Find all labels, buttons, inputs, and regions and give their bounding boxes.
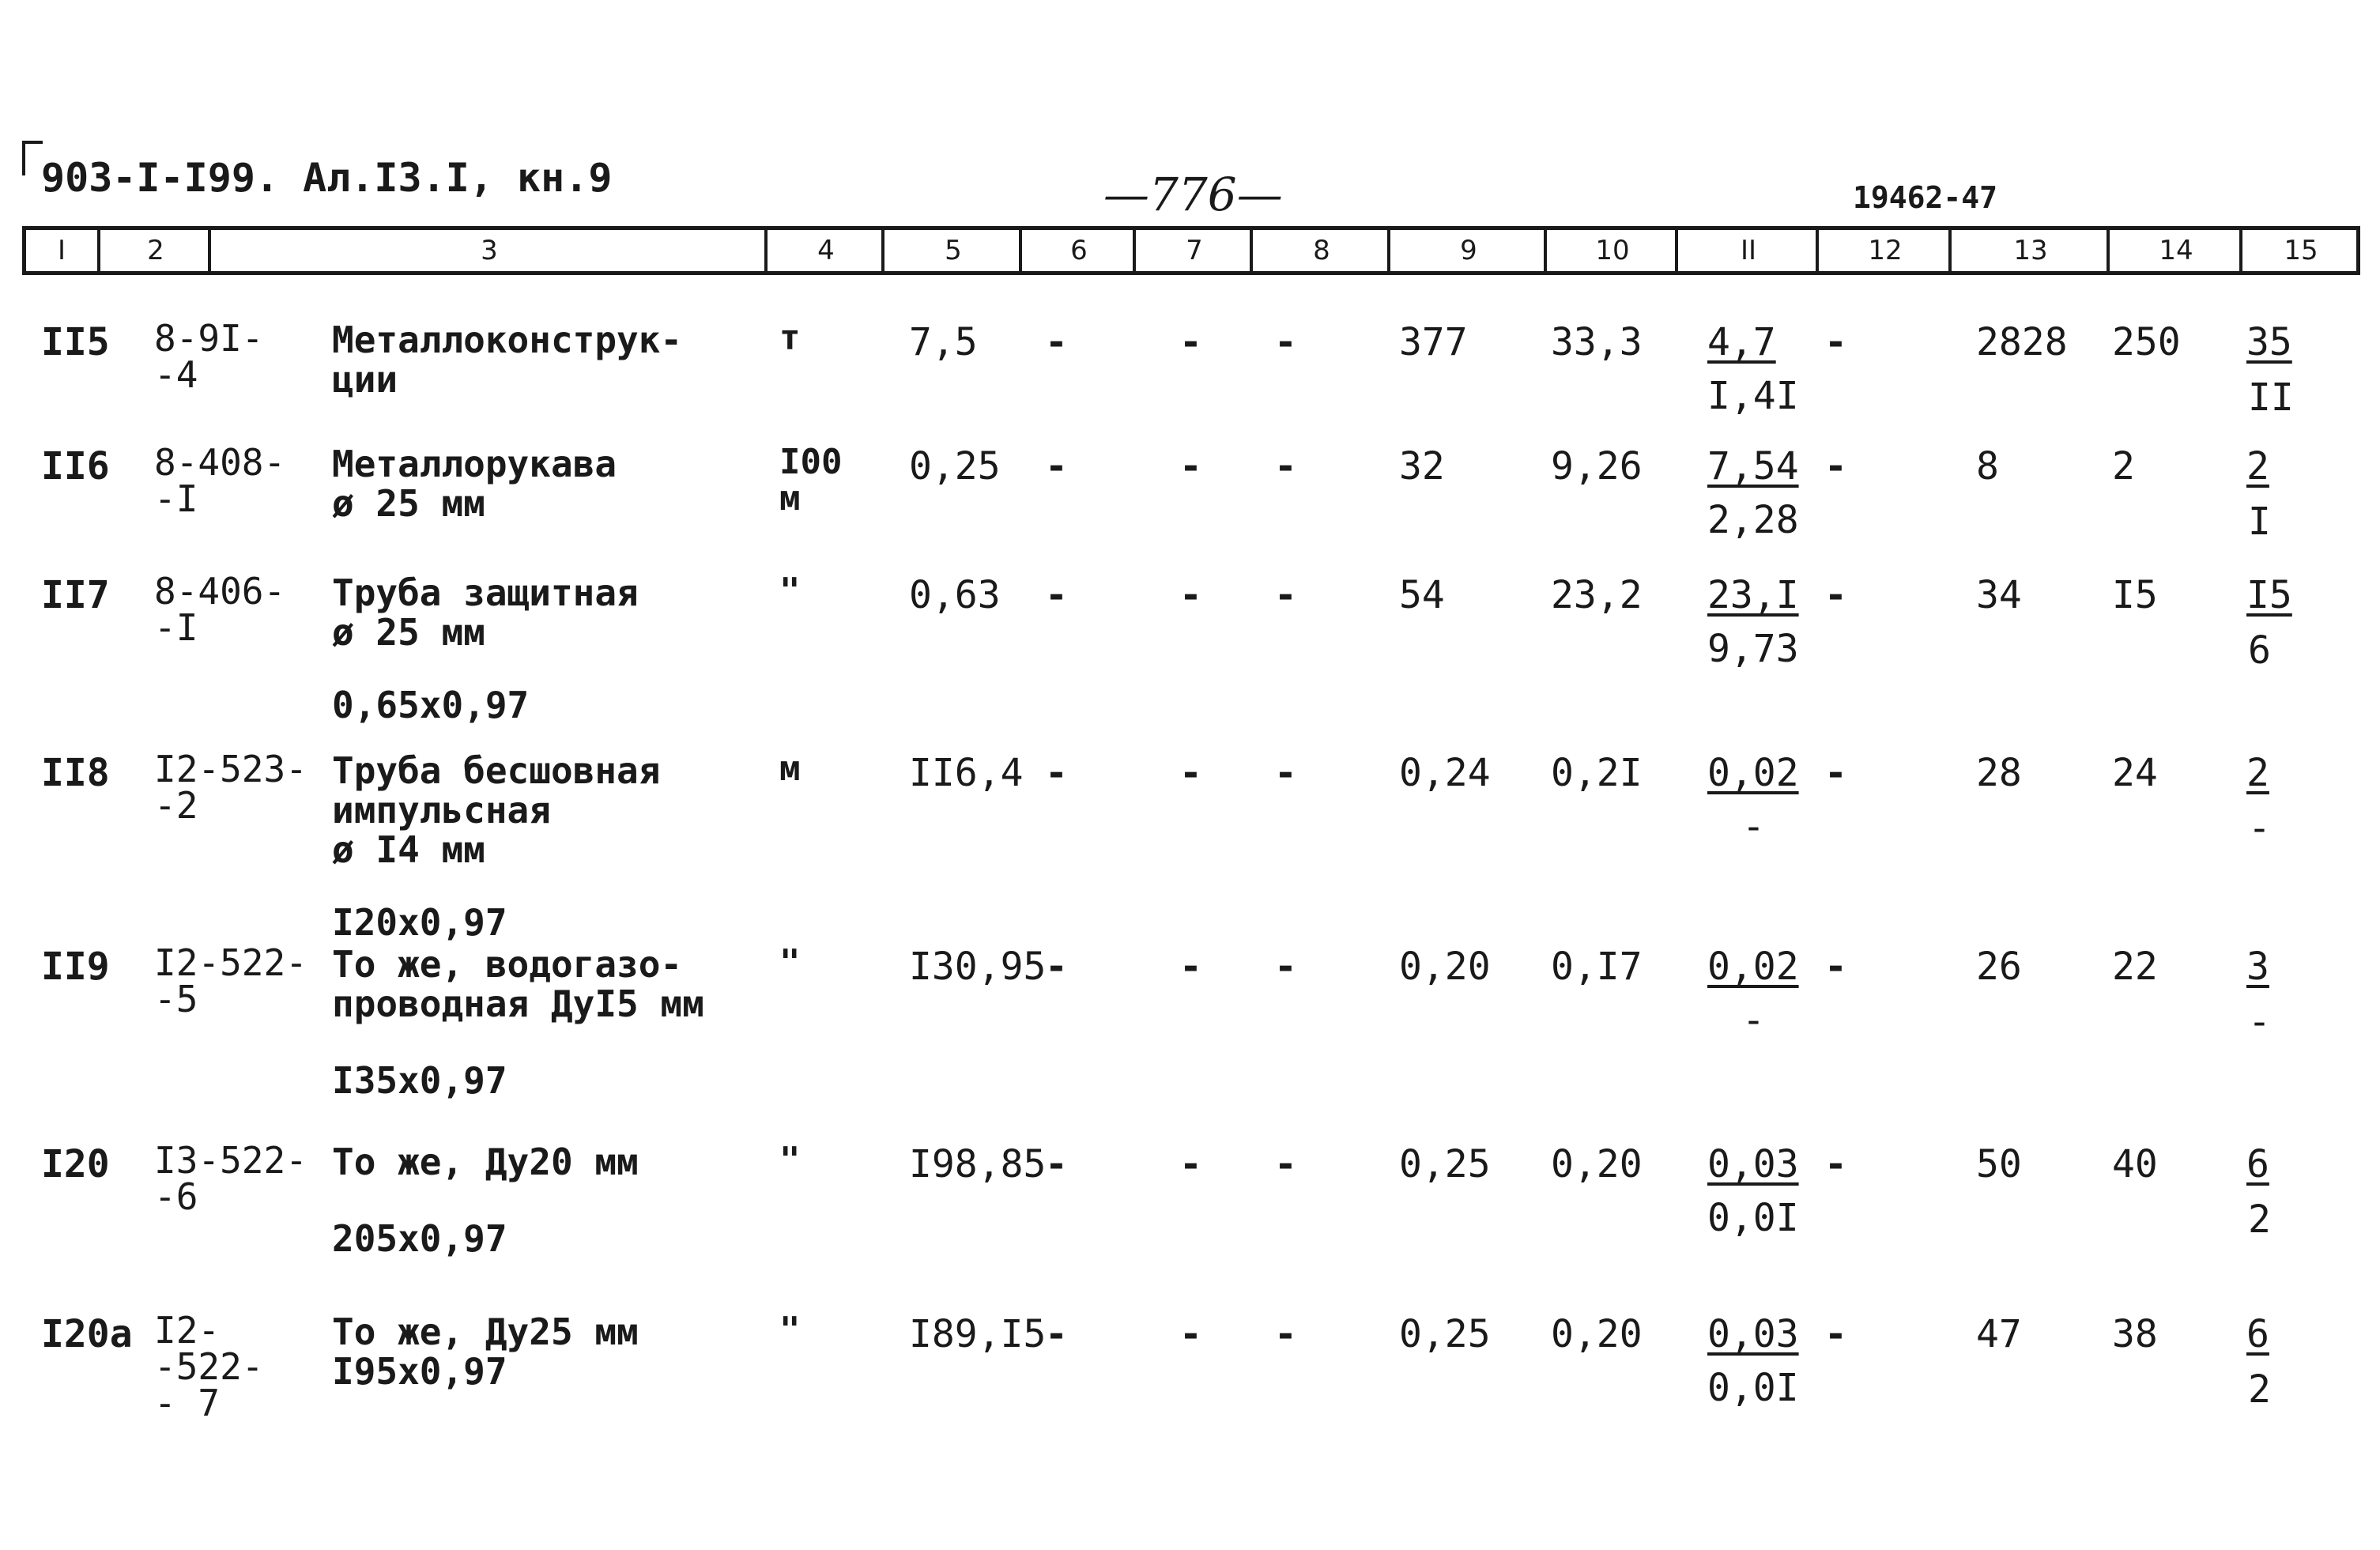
row-number: II6	[41, 444, 110, 488]
column-header: 13	[1948, 230, 2110, 271]
dash-col-7: -	[1179, 573, 1202, 617]
col-9-value: 0,25	[1399, 1312, 1491, 1356]
sheet-code: 19462-47	[1853, 180, 1998, 215]
col-13-value: 50	[1976, 1142, 2022, 1186]
col-15-bottom: II	[2248, 375, 2294, 420]
dash-col-6: -	[1045, 573, 1068, 617]
dash-col-12: -	[1824, 945, 1847, 989]
col-13-value: 2828	[1976, 320, 2068, 364]
col-14-value: 24	[2112, 751, 2158, 795]
corner-mark	[22, 141, 43, 175]
col-14-value: I5	[2112, 573, 2158, 617]
row-number: II7	[41, 573, 110, 617]
col-10-value: 0,I7	[1551, 945, 1643, 989]
col-9-value: 32	[1399, 444, 1445, 488]
col-11-top: 4,7	[1707, 320, 1776, 364]
column-header: 7	[1133, 230, 1253, 271]
col-10-value: 0,2I	[1551, 751, 1643, 795]
dash-col-7: -	[1179, 945, 1202, 989]
norm-code: I3-522- -6	[154, 1139, 307, 1218]
unit: т	[779, 318, 801, 358]
norm-code: I2-523- -2	[154, 748, 307, 827]
item-description: То же, водогазо- проводная ДуI5 мм	[332, 943, 704, 1025]
column-header: I	[57, 235, 66, 266]
item-dimensions: I20х0,97	[332, 901, 507, 944]
col-11-top: 0,03	[1707, 1312, 1799, 1356]
row-number: II8	[41, 751, 110, 795]
dash-col-7: -	[1179, 1312, 1202, 1356]
col-9-value: 0,20	[1399, 945, 1491, 989]
column-header: 3	[208, 230, 768, 271]
norm-code: 8-408- -I	[154, 441, 286, 520]
col-9-value: 0,25	[1399, 1142, 1491, 1186]
col-14-value: 22	[2112, 945, 2158, 989]
column-header: 15	[2239, 230, 2359, 271]
quantity: 7,5	[909, 320, 978, 364]
col-15-bottom: 6	[2248, 628, 2271, 673]
norm-code: 8-406- -I	[154, 570, 286, 649]
item-description: Металлоконструк- ции	[332, 319, 683, 401]
column-header: 2	[97, 230, 211, 271]
col-15-bottom: -	[2248, 806, 2271, 850]
dash-col-6: -	[1045, 320, 1068, 364]
column-header: 9	[1387, 230, 1547, 271]
dash-col-12: -	[1824, 1312, 1847, 1356]
col-11-bottom: 0,0I	[1707, 1196, 1799, 1240]
dash-col-12: -	[1824, 1142, 1847, 1186]
column-header: 12	[1816, 230, 1952, 271]
row-number: II9	[41, 945, 110, 989]
item-description: Труба бесшовная импульсная ø I4 мм	[332, 749, 661, 871]
col-11-top: 23,I	[1707, 573, 1799, 617]
quantity: I98,85	[909, 1142, 1047, 1186]
item-dimensions: 205х0,97	[332, 1217, 507, 1260]
norm-code: 8-9I- -4	[154, 317, 264, 396]
page-number: —776—	[1103, 168, 1283, 221]
column-header: 4	[764, 230, 884, 271]
column-header: 10	[1544, 230, 1678, 271]
col-15-bottom: 2	[2248, 1197, 2271, 1242]
column-header: 6	[1019, 230, 1136, 271]
unit: м	[779, 749, 801, 789]
dash-col-8: -	[1274, 444, 1297, 488]
col-15-top: 6	[2246, 1142, 2269, 1186]
col-13-value: 34	[1976, 573, 2022, 617]
col-14-value: 40	[2112, 1142, 2158, 1186]
col-11-bottom: 9,73	[1707, 627, 1799, 671]
dash-col-8: -	[1274, 1312, 1297, 1356]
item-dimensions: 0,65х0,97	[332, 684, 530, 726]
col-15-bottom: -	[2248, 1000, 2271, 1044]
col-11-bottom: 2,28	[1707, 498, 1799, 542]
dash-col-6: -	[1045, 1312, 1068, 1356]
col-10-value: 23,2	[1551, 573, 1643, 617]
item-description: Труба защитная ø 25 мм	[332, 571, 639, 654]
row-number: II5	[41, 320, 110, 364]
col-15-top: I5	[2246, 573, 2292, 617]
col-10-value: 0,20	[1551, 1142, 1643, 1186]
col-11-bottom: -	[1742, 998, 1765, 1043]
dash-col-12: -	[1824, 320, 1847, 364]
dash-col-8: -	[1274, 320, 1297, 364]
dash-col-12: -	[1824, 444, 1847, 488]
dash-col-6: -	[1045, 1142, 1068, 1186]
quantity: II6,4	[909, 751, 1024, 795]
col-10-value: 0,20	[1551, 1312, 1643, 1356]
col-10-value: 9,26	[1551, 444, 1643, 488]
col-13-value: 47	[1976, 1312, 2022, 1356]
item-description: Металлорукава ø 25 мм	[332, 443, 617, 525]
item-description: То же, Ду20 мм	[332, 1141, 639, 1183]
dash-col-6: -	[1045, 444, 1068, 488]
item-description: То же, Ду25 мм I95х0,97	[332, 1311, 639, 1393]
dash-col-6: -	[1045, 945, 1068, 989]
col-11-bottom: 0,0I	[1707, 1366, 1799, 1410]
quantity: 0,25	[909, 444, 1001, 488]
col-14-value: 2	[2112, 444, 2135, 488]
col-9-value: 0,24	[1399, 751, 1491, 795]
norm-code: I2-522- -5	[154, 941, 307, 1020]
col-15-bottom: I	[2248, 500, 2271, 544]
col-11-top: 0,02	[1707, 751, 1799, 795]
col-14-value: 250	[2112, 320, 2181, 364]
dash-col-12: -	[1824, 751, 1847, 795]
norm-code: I2- -522- - 7	[154, 1309, 264, 1424]
quantity: I30,95	[909, 945, 1047, 989]
unit: "	[779, 942, 801, 982]
col-14-value: 38	[2112, 1312, 2158, 1356]
col-15-top: 2	[2246, 751, 2269, 795]
col-15-top: 35	[2246, 320, 2292, 364]
column-header: 8	[1250, 230, 1390, 271]
dash-col-12: -	[1824, 573, 1847, 617]
unit: I00 м	[779, 442, 843, 519]
col-15-top: 6	[2246, 1312, 2269, 1356]
col-11-bottom: I,4I	[1707, 374, 1799, 418]
dash-col-6: -	[1045, 751, 1068, 795]
column-header-strip	[22, 226, 2360, 275]
quantity: I89,I5	[909, 1312, 1047, 1356]
col-11-top: 7,54	[1707, 444, 1799, 488]
row-number: I20	[41, 1142, 110, 1186]
dash-col-8: -	[1274, 1142, 1297, 1186]
col-13-value: 28	[1976, 751, 2022, 795]
dash-col-7: -	[1179, 320, 1202, 364]
column-header: 14	[2107, 230, 2242, 271]
col-15-bottom: 2	[2248, 1367, 2271, 1412]
row-number: I20а	[41, 1312, 133, 1356]
dash-col-7: -	[1179, 444, 1202, 488]
unit: "	[779, 1310, 801, 1350]
dash-col-8: -	[1274, 945, 1297, 989]
column-header: II	[1675, 230, 1819, 271]
dash-col-8: -	[1274, 573, 1297, 617]
col-11-top: 0,02	[1707, 945, 1799, 989]
col-9-value: 54	[1399, 573, 1445, 617]
col-15-top: 2	[2246, 444, 2269, 488]
quantity: 0,63	[909, 573, 1001, 617]
dash-col-7: -	[1179, 1142, 1202, 1186]
col-13-value: 26	[1976, 945, 2022, 989]
dash-col-7: -	[1179, 751, 1202, 795]
col-11-bottom: -	[1742, 805, 1765, 849]
col-11-top: 0,03	[1707, 1142, 1799, 1186]
col-10-value: 33,3	[1551, 320, 1643, 364]
unit: "	[779, 1140, 801, 1180]
document-code: 903-I-I99. Ал.I3.I, кн.9	[41, 155, 613, 201]
col-15-top: 3	[2246, 945, 2269, 989]
unit: "	[779, 571, 801, 611]
dash-col-8: -	[1274, 751, 1297, 795]
column-header: 5	[881, 230, 1022, 271]
col-9-value: 377	[1399, 320, 1468, 364]
item-dimensions: I35х0,97	[332, 1059, 507, 1102]
col-13-value: 8	[1976, 444, 1999, 488]
